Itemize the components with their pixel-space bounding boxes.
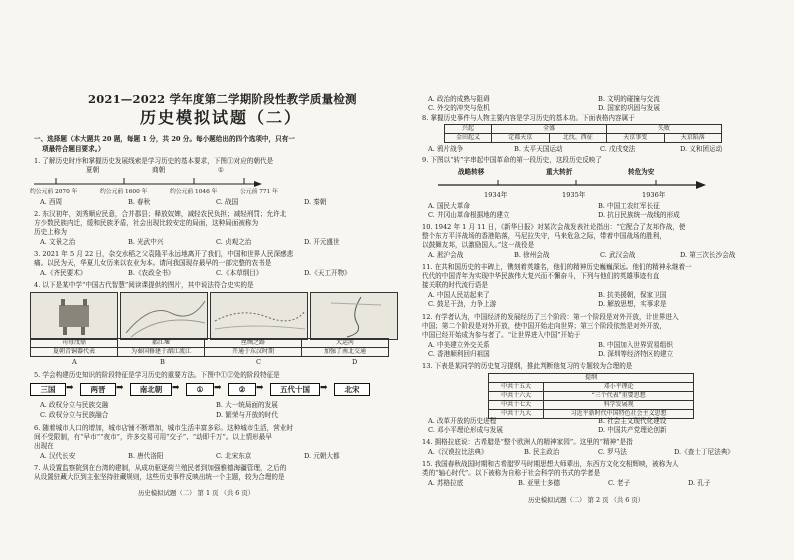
q14-option-c[interactable]: C. 罗马法 [598,448,627,456]
left-page [28,0,400,560]
q11-line: 接关联的时代流行语是 [422,281,488,289]
silk-road-map [210,292,308,340]
q13-option-a[interactable]: A. 改革开放的历史进程 [428,417,497,425]
q4-option-c[interactable]: C [256,358,262,366]
q13-cell: 科学发展观 [544,401,694,410]
q13-cell: 邓小平理论 [544,383,694,392]
q13-cell: 中共十九大 [489,410,544,419]
q15-line: 15. 我国春秋战国时期和古希腊罗马时期思想大师辈出，东西方文化交相辉映，被称为人 [422,460,679,468]
q1-option-d[interactable]: D. 秦朝 [304,198,327,206]
q11-option-a[interactable]: A. 中国人民站起来了 [428,291,490,299]
q10-option-d[interactable]: D. 第三次长沙会战 [680,251,736,259]
q9-label: 战略转移 [458,168,485,176]
grand-canal-map [310,292,398,340]
q9-year: 1934年 [484,191,508,199]
flow-box-liangjin: 两晋 [80,383,116,396]
q3-option-b[interactable]: B.《农政全书》 [128,269,175,277]
q8-cell: 金田起义 [445,134,492,143]
q9-option-b[interactable]: B. 中国工农红军长征 [598,202,660,210]
q3-option-a[interactable]: A.《齐民要术》 [40,269,87,277]
timeline-date: 公元前 771 年 [240,189,278,195]
q9-option-c[interactable]: C. 井冈山革命根据地的建立 [428,211,510,219]
caption: 大运河 [302,339,389,348]
q14-option-b[interactable]: B. 民主政治 [524,448,560,456]
q7-option-b[interactable]: B. 文明的碰撞与交流 [598,95,660,103]
q12-line: 中国已经开始成为参与者了。“让世界进入中国”开始于 [422,331,581,339]
q7-option-a[interactable]: A. 政治的成熟与阻碍 [428,95,490,103]
q2-option-a[interactable]: A. 文景之治 [40,238,76,246]
q6-option-d[interactable]: D. 元朝大都 [304,452,340,460]
flow-box-1: ① [186,383,214,396]
q8-option-a[interactable]: A. 鸦片战争 [428,145,464,153]
q4-text: 4. 以下是某中学“中国古代智慧”阅读课提供的图片，其中说法符合史实的是 [34,281,254,289]
q7-option-c[interactable]: C. 外交的冲突与危机 [428,104,490,112]
q1-option-a[interactable]: A. 西周 [40,198,63,206]
q13-cell: 中共十六大 [489,392,544,401]
q15-option-b[interactable]: B. 亚里士多德 [518,479,561,487]
q11-line: 11. 在共和国历史的丰碑上，镌刻着英雄名，他们的精神历史巍巍深远。他们的精神永继着一 [422,263,692,271]
q3-line: 痛。以民为天，华夏儿女历来以农业为本。请问我国现存最早的一部完整的农书是 [34,259,272,267]
q4-option-a[interactable]: A [72,358,77,366]
q5-option-b[interactable]: B. 大一统局面的发展 [216,401,278,409]
q2-line: 历史上称为 [34,228,67,236]
q15-line: 类的“轴心时代”。以下被称为自称于社会科学的书式的学者是 [422,469,601,477]
q8-option-c[interactable]: C. 戊戌变法 [600,145,636,153]
q6-line: 6. 随着城市人口的增加，城市店铺不断增加，城市生活丰富多彩。这种城市生活，营业时 [34,424,293,432]
q3-line: 3. 2021 年 5 月 22 日，杂交水稻之父袁隆平永远地离开了我们，中国和世界人民深感悲 [34,250,294,258]
ding-image [30,292,118,340]
q13-option-b[interactable]: B. 社会主义现代化建设 [598,417,667,425]
flow-box-sanguo: 三国 [30,383,66,396]
q6-option-a[interactable]: A. 汉代长安 [40,452,76,460]
q15-option-d[interactable]: D. 孔子 [688,479,711,487]
q15-option-c[interactable]: C. 老子 [608,479,631,487]
dujiangyan-image [120,292,208,340]
q2-line: 方少数民族内迁，缓和民族矛盾，社会出现比较安定的局面，这种局面被称为 [34,219,259,227]
flow-box-wudai: 五代十国 [270,383,320,396]
q13-table [488,373,694,419]
flow-box-beisong: 北宋 [334,383,370,396]
q5-option-a[interactable]: A. 政权分立与民族交融 [40,401,109,409]
q6-option-c[interactable]: C. 北宋东京 [216,452,252,460]
exam-title: 2021—2022 学年度第二学期阶段性教学质量检测 [88,92,357,106]
q13-option-c[interactable]: C. 邓小平理论形成与发展 [428,426,503,434]
paper-title: 历史模拟试题（二） [140,108,303,127]
q14-option-a[interactable]: A.《汉谟拉比法典》 [428,448,488,456]
q8-table [444,124,722,143]
timeline-label-xia: 夏朝 [86,166,100,174]
q13-header: 提纲 [489,374,694,383]
section-heading: 一、选择题（本大题共 20 题，每题 1 分，共 20 分。每小题给出的四个选项中，只有一 [34,135,295,143]
q9-year: 1936年 [642,191,666,199]
q9-year: 1935年 [562,191,586,199]
q13-cell: 中共十七大 [489,401,544,410]
q12-option-a[interactable]: A. 中美建立外交关系 [428,341,490,349]
q12-option-b[interactable]: B. 中国加入世界贸易组织 [598,341,673,349]
q6-option-b[interactable]: B. 唐代洛阳 [128,452,164,460]
arrow-icon: ➡ [256,383,264,393]
flow-box-nanbeichao: 南北朝 [130,383,172,396]
q11-option-d[interactable]: D. 解放思想，实事求是 [598,300,667,308]
q2-option-d[interactable]: D. 开元盛世 [304,238,340,246]
q8-option-d[interactable]: D. 义和团运动 [680,145,723,153]
q11-option-b[interactable]: B. 抗美援朝，保家卫国 [598,291,667,299]
q4-option-b[interactable]: B [160,358,165,366]
caption: 夏朝青铜器代表 [31,348,118,357]
arrow-icon: ➡ [116,383,124,393]
caption: 加强了南北交通 [302,348,389,357]
q15-option-a[interactable]: A. 苏格拉底 [428,479,464,487]
q8-header: 兴起 [445,125,492,134]
timeline-date: 约公元前 1600 年 [100,189,148,195]
q9-text: 9. 下图以“转”字串起中国革命的第一段历史，这段历史反映了 [422,156,602,164]
q11-line: 代代的中国青年为实现中华民族伟大复兴而不懈奋斗，下列与他们的英雄事迹有直 [422,272,660,280]
q13-line: 13. 下表是某同学的历史复习提纲，推此判断他复习的专题较为合理的是 [422,362,633,370]
q10-option-c[interactable]: C. 武汉会战 [600,251,636,259]
q7-option-d[interactable]: D. 国家的巩固与发展 [598,104,660,112]
q14-option-d[interactable]: D.《查士丁尼法典》 [674,448,734,456]
page-footer: 历史模拟试题（二） 第 1 页 （共 6 页） [138,489,255,497]
arrow-icon: ➡ [66,383,74,393]
q9-label: 重大转折 [546,168,573,176]
q12-option-c[interactable]: C. 香港顺利回归祖国 [428,350,490,358]
q13-option-d[interactable]: D. 中国共产党理论创新 [598,426,667,434]
timeline-label-1: ① [218,166,224,174]
q3-option-d[interactable]: D.《天工开物》 [304,269,351,277]
q1-option-b[interactable]: B. 春秋 [128,198,151,206]
arrow-icon: ➡ [172,383,180,393]
q13-cell: “三个代表”重要思想 [544,392,694,401]
q8-cell: 北伐、西征 [549,134,607,143]
q2-option-c[interactable]: C. 贞观之治 [216,238,252,246]
caption: 丝绸之路 [205,339,302,348]
q5-option-c[interactable]: C. 政权分立与民族融合 [40,411,109,419]
q2-option-b[interactable]: B. 光武中兴 [128,238,164,246]
q9-label: 转危为安 [628,168,655,176]
q8-cell: 天京陷落 [664,134,722,143]
flow-box-2: ② [228,383,256,396]
q8-cell: 天京事变 [607,134,665,143]
q12-line: 中国；第二个阶段是对外开放，使中国开始走向世界；第三个阶段依然是对外开放， [422,322,666,330]
q6-line: 间不受限制，有“早市”“夜市”，许多交易可用“交子”、“动即千万”。以上情形最早 [34,433,272,441]
section-heading-cont: 项最符合题目要求。） [42,145,105,153]
caption: 为秦国修建于湖江流江 [118,348,205,357]
arrow-icon: ➡ [320,383,328,393]
q2-line: 2. 东汉初年，刘秀顺应民意，合并郡县；释放奴婢，减轻农民负担；减轻刑罚；允许北 [34,210,287,218]
q13-cell: 中共十五大 [489,383,544,392]
right-page [418,0,778,560]
q11-option-c[interactable]: C. 鼓足干劲，力争上游 [428,300,497,308]
caption: 开通于东汉时期 [205,348,302,357]
q9-option-d[interactable]: D. 抗日民族统一战线的形成 [598,211,680,219]
q10-line: 10. 1942 年 1 月 11 日，《新华日报》对某次会战发表社论指出：“它配合了友邦作战，使 [422,223,686,231]
q12-option-d[interactable]: D. 深圳等经济特区的建立 [598,350,674,358]
q4-caption-table [30,338,389,357]
q10-option-b[interactable]: B. 徐州会战 [514,251,550,259]
q7-line: 从设置驻藏大臣到主张坚持驻藏规则，这些历史事件反映出统一个主题，较为合理的是 [34,473,285,481]
q3-option-c[interactable]: C.《本草纲目》 [216,269,263,277]
q7-line: 7. 从设置监察院到在台湾的建制，从成功驱逐荷兰殖民者到加强雅德海疆管理，之后的 [34,464,287,472]
caption: 司母戊鼎 [31,339,118,348]
timeline-label-shang: 商朝 [152,166,166,174]
q10-line: 以鼓舞友邦，以激励国人。”这一战役是 [422,241,535,249]
arrow-icon: ➡ [214,383,222,393]
q13-cell: 习近平新时代中国特色社会主义思想 [544,410,694,419]
q8-option-b[interactable]: B. 太平天国运动 [514,145,563,153]
timeline-date: 约公元前 1046 年 [170,189,218,195]
q8-header: 全盛 [492,125,607,134]
q6-line: 出现在 [34,442,54,450]
q10-line: 整个东方平洋战场的香港陷落，马尼拉失守，马来危急之际，带着中国战场的胜利， [422,232,666,240]
q9-timeline [438,178,708,192]
timeline-date: 约公元前 2070 年 [30,189,78,195]
q1-text: 1. 了解历史时序和掌握历史发展线索是学习历史的基本要求，下图①对应的朝代是 [34,157,274,165]
q1-option-c[interactable]: C. 战国 [216,198,239,206]
q5-option-d[interactable]: D. 繁荣与开放的时代 [216,411,278,419]
q5-text: 5. 学会构建历史知识的阶段特征是学习历史的重要方法。下图中①②处的阶段特征是 [34,371,280,379]
q9-option-a[interactable]: A. 国民大革命 [428,202,470,210]
q10-option-a[interactable]: A. 淞沪会战 [428,251,464,259]
q4-option-d[interactable]: D [352,358,358,366]
q8-text: 8. 掌握历史事件与人物主要内容是学习历史的基本功。下面表格内容属于 [422,114,635,122]
q12-line: 12. 有学者认为，中国经济的发展经历了三个阶段：第一个阶段是对外开放，计世界进入 [422,313,679,321]
caption: 都江堰 [118,339,205,348]
q8-cell: 定都天京 [492,134,550,143]
page-footer: 历史模拟试题（二） 第 2 页 （共 6 页） [528,496,645,504]
q8-header: 失败 [607,125,722,134]
q14-line: 14. 拥格拉底说：古希腊是“整个欧洲人的精神家园”。这里的“精神”是指 [422,438,633,446]
